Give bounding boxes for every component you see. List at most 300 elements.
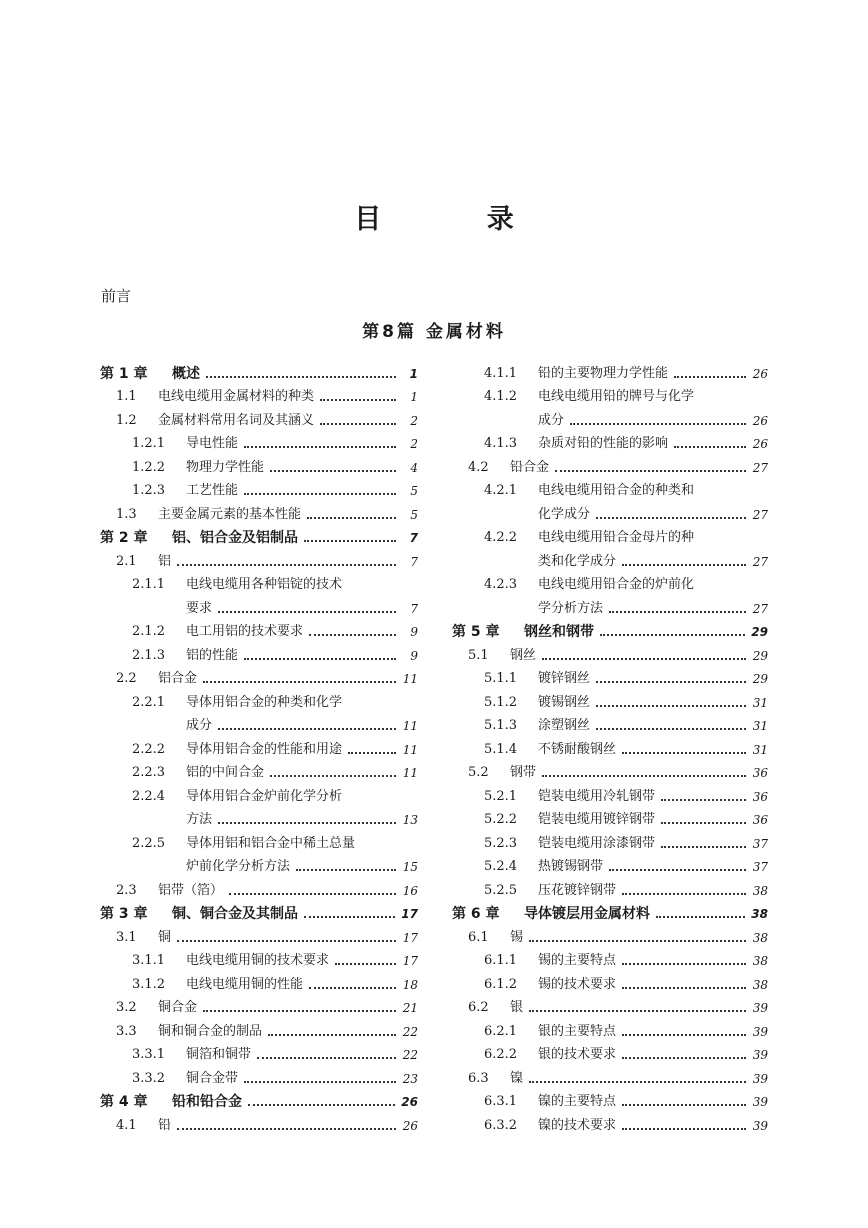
toc-entry[interactable]: [100, 805, 418, 829]
toc-entry-label: 压花镀锌钢带: [538, 882, 617, 898]
toc-dot-leader: [244, 493, 396, 495]
toc-page-number: 26: [401, 1095, 418, 1109]
toc-dot-leader: [622, 893, 746, 895]
toc-dot-leader: [661, 822, 746, 824]
toc-entry-number: 5.2.2: [484, 812, 518, 827]
toc-entry-label: 导体用铝合金的性能和用途: [186, 741, 343, 757]
toc-entry[interactable]: [100, 617, 418, 641]
toc-page-number: 13: [402, 813, 418, 827]
toc-page-number: 17: [401, 907, 418, 921]
toc-dot-leader: [622, 1128, 746, 1130]
toc-entry-label: 电工用铝的技术要求: [186, 624, 304, 639]
toc-entry-number: 5.2.1: [484, 788, 518, 804]
toc-dot-leader: [609, 869, 746, 871]
toc-entry[interactable]: [100, 523, 418, 547]
toc-entry-label: 铜合金带: [186, 1070, 239, 1086]
toc-entry[interactable]: [100, 828, 418, 852]
toc-page-number: 38: [752, 954, 768, 968]
toc-page-number: 27: [752, 460, 768, 475]
toc-dot-leader: [600, 634, 745, 636]
toc-entry[interactable]: [452, 687, 768, 711]
toc-dot-leader: [203, 681, 396, 683]
toc-entry[interactable]: [452, 711, 768, 735]
toc-dot-leader: [674, 376, 746, 378]
toc-entry[interactable]: [100, 758, 418, 782]
toc-entry-label: 不锈耐酸钢丝: [538, 741, 617, 757]
toc-dot-leader: [555, 470, 746, 472]
toc-entry-number: 4.1.2: [484, 389, 518, 404]
toc-entry[interactable]: [452, 993, 768, 1017]
toc-entry[interactable]: [452, 640, 768, 664]
toc-entry-label: 导体用铝合金炉前化学分析: [186, 788, 343, 804]
toc-page-number: 31: [752, 742, 768, 757]
toc-dot-leader: [218, 611, 396, 613]
toc-page-number: 1: [410, 390, 418, 404]
toc-entry[interactable]: [452, 405, 768, 429]
toc-page-number: 39: [752, 1024, 768, 1039]
toc-entry-number: 2.1.1: [132, 577, 166, 592]
toc-page-number: 29: [752, 648, 768, 663]
toc-entry-number: 3.3: [116, 1023, 137, 1039]
toc-entry-number: 2.2.3: [132, 765, 166, 780]
toc-entry-label: 化学成分: [538, 506, 591, 522]
toc-dot-leader: [229, 893, 396, 895]
toc-entry-number: 6.3.1: [484, 1094, 518, 1109]
toc-entry-number: 6.1.2: [484, 976, 518, 992]
toc-entry-number: 第 5 章: [452, 624, 500, 640]
toc-entry[interactable]: [100, 452, 418, 476]
toc-entry[interactable]: [452, 452, 768, 476]
toc-entry-number: 6.2.1: [484, 1023, 518, 1039]
toc-page-number: 18: [402, 977, 418, 992]
toc-entry-number: 3.1.1: [132, 953, 166, 968]
toc-dot-leader: [335, 963, 396, 965]
toc-page-number: 9: [410, 648, 418, 663]
toc-dot-leader: [529, 940, 746, 942]
toc-entry[interactable]: [452, 852, 768, 876]
toc-entry-number: 6.2: [468, 1000, 489, 1015]
toc-dot-leader: [661, 799, 746, 801]
toc-dot-leader: [257, 1057, 396, 1059]
toc-page-number: 29: [751, 625, 768, 639]
toc-entry-label: 导体镀层用金属材料: [524, 906, 650, 922]
toc-dot-leader: [596, 517, 746, 519]
toc-entry-number: 5.1.4: [484, 741, 518, 757]
toc-dot-leader: [206, 376, 396, 378]
toc-entry[interactable]: [100, 1016, 418, 1040]
toc-entry-number: 3.1: [116, 929, 137, 945]
toc-entry[interactable]: [452, 1087, 768, 1111]
toc-entry-number: 4.2: [468, 459, 489, 475]
toc-page-number: 1: [409, 366, 418, 381]
toc-entry-number: 第 6 章: [452, 906, 500, 922]
toc-entry-label: 铅合金: [510, 459, 550, 475]
toc-entry-label: 铝的中间合金: [186, 765, 265, 780]
toc-entry[interactable]: [100, 593, 418, 617]
toc-entry-number: 5.1.2: [484, 694, 518, 710]
toc-page-number: 31: [752, 719, 768, 733]
toc-page-number: 11: [402, 742, 418, 757]
toc-entry-label: 物理力学性能: [186, 459, 265, 475]
toc-page-number: 39: [752, 1095, 768, 1109]
toc-entry-label: 锡: [510, 929, 524, 945]
toc-entry[interactable]: [452, 734, 768, 758]
toc-dot-leader: [244, 658, 396, 660]
toc-right-column: [452, 358, 768, 1134]
toc-entry[interactable]: [452, 570, 768, 594]
toc-page-number: 17: [402, 954, 418, 968]
toc-entry[interactable]: [452, 617, 768, 641]
toc-entry-number: 5.1: [468, 647, 489, 663]
toc-page-number: 26: [752, 413, 768, 428]
toc-page-number: 36: [752, 766, 768, 780]
toc-entry-number: 4.2.2: [484, 530, 518, 545]
toc-entry-label: 电线电缆用金属材料的种类: [158, 389, 315, 404]
toc-entry[interactable]: [100, 899, 418, 923]
toc-entry[interactable]: [452, 664, 768, 688]
toc-entry-label: 类和化学成分: [538, 553, 617, 569]
toc-entry[interactable]: [100, 922, 418, 946]
toc-entry[interactable]: [100, 405, 418, 429]
toc-page-number: 7: [409, 531, 418, 545]
toc-entry[interactable]: [100, 852, 418, 876]
toc-entry-label: 铅: [158, 1117, 172, 1133]
toc-entry-label: 热镀锡钢带: [538, 859, 604, 874]
toc-entry[interactable]: [452, 1110, 768, 1134]
toc-dot-leader: [622, 564, 746, 566]
toc-page-number: 5: [410, 484, 418, 498]
toc-entry-number: 1.2.2: [132, 459, 166, 475]
toc-entry-label: 铝、铝合金及铝制品: [172, 530, 298, 546]
toc-entry-number: 2.2.2: [132, 741, 166, 757]
toc-dot-leader: [268, 1034, 396, 1036]
toc-page-number: 23: [402, 1071, 418, 1086]
toc-entry-label: 电线电缆用铅合金的种类和: [538, 483, 695, 498]
toc-dot-leader: [622, 1104, 746, 1106]
part-title: 第8篇 金属材料: [362, 322, 506, 342]
toc-left-column: [100, 358, 418, 1134]
toc-entry[interactable]: [452, 781, 768, 805]
toc-page-number: 38: [752, 977, 768, 992]
toc-dot-leader: [218, 728, 396, 730]
toc-entry[interactable]: [452, 476, 768, 500]
toc-entry-number: 6.1: [468, 929, 489, 945]
toc-entry-number: 2.2: [116, 671, 137, 686]
toc-entry-label: 铜合金: [158, 1000, 198, 1015]
toc-page-number: 36: [752, 789, 768, 804]
toc-entry[interactable]: [100, 969, 418, 993]
toc-page-number: 37: [752, 860, 768, 874]
toc-entry[interactable]: [452, 899, 768, 923]
toc-entry[interactable]: [100, 1110, 418, 1134]
toc-entry-number: 2.2.1: [132, 694, 166, 710]
toc-entry-label: 成分: [186, 718, 213, 733]
toc-entry-label: 铜和铜合金的制品: [158, 1023, 263, 1039]
toc-entry-label: 钢丝: [510, 647, 537, 663]
toc-dot-leader: [307, 517, 396, 519]
toc-page-number: 2: [410, 437, 418, 451]
toc-entry-number: 3.3.1: [132, 1047, 166, 1062]
toc-entry-number: 5.2.5: [484, 882, 518, 898]
toc-dot-leader: [320, 423, 396, 425]
toc-entry-label: 银: [510, 1000, 524, 1015]
toc-page-number: 29: [752, 672, 768, 686]
toc-page-number: 11: [402, 672, 418, 686]
toc-page-number: 9: [410, 625, 418, 639]
toc-entry[interactable]: [100, 1063, 418, 1087]
toc-entry-label: 铜、铜合金及其制品: [172, 906, 298, 922]
toc-entry-label: 铝带（箔）: [158, 882, 224, 898]
toc-page-number: 7: [410, 601, 418, 616]
toc-dot-leader: [596, 705, 746, 707]
toc-dot-leader: [177, 564, 396, 566]
toc-entry-label: 铅的主要物理力学性能: [538, 365, 669, 381]
toc-entry-label: 锡的技术要求: [538, 976, 617, 992]
toc-entry-label: 镍的技术要求: [538, 1117, 617, 1133]
toc-page-number: 11: [402, 766, 418, 780]
toc-entry-number: 3.2: [116, 1000, 137, 1015]
toc-page-number: 38: [752, 883, 768, 898]
toc-dot-leader: [177, 1128, 396, 1130]
toc-page-number: 5: [410, 507, 418, 522]
toc-dot-leader: [309, 987, 396, 989]
toc-entry[interactable]: [452, 523, 768, 547]
toc-entry-number: 1.2.3: [132, 483, 166, 498]
toc-dot-leader: [596, 681, 746, 683]
toc-dot-leader: [622, 1034, 746, 1036]
toc-entry-number: 6.2.2: [484, 1047, 518, 1062]
toc-entry-number: 第 1 章: [100, 365, 148, 382]
toc-dot-leader: [270, 775, 396, 777]
toc-entry-label: 镀锡钢丝: [538, 694, 591, 710]
toc-entry[interactable]: [452, 593, 768, 617]
toc-page-number: 39: [752, 1001, 768, 1015]
toc-entry[interactable]: [100, 664, 418, 688]
toc-entry-number: 5.1.1: [484, 671, 518, 686]
toc-entry[interactable]: [100, 382, 418, 406]
toc-entry-number: 1.3: [116, 506, 137, 522]
toc-entry[interactable]: [452, 429, 768, 453]
preface-link[interactable]: 前言: [101, 287, 132, 305]
toc-entry-number: 2.3: [116, 882, 137, 898]
toc-page-number: 38: [752, 930, 768, 945]
toc-dot-leader: [218, 822, 396, 824]
toc-entry-label: 杂质对铅的性能的影响: [538, 436, 669, 451]
toc-dot-leader: [609, 611, 746, 613]
toc-entry[interactable]: [100, 570, 418, 594]
toc-entry-number: 2.1.3: [132, 647, 166, 663]
toc-entry-number: 2.2.4: [132, 788, 166, 804]
toc-dot-leader: [622, 963, 746, 965]
toc-entry[interactable]: [452, 828, 768, 852]
toc-dot-leader: [248, 1104, 395, 1106]
toc-entry[interactable]: [452, 499, 768, 523]
toc-dot-leader: [348, 752, 396, 754]
toc-entry-label: 电线电缆用铜的技术要求: [186, 953, 330, 968]
toc-page-number: 37: [752, 836, 768, 851]
toc-entry[interactable]: [452, 382, 768, 406]
toc-entry-label: 电线电缆用铜的性能: [186, 976, 304, 992]
toc-entry[interactable]: [100, 1040, 418, 1064]
toc-entry-label: 铝: [158, 553, 172, 569]
toc-entry-label: 镀锌钢丝: [538, 671, 591, 686]
toc-page-number: 17: [402, 930, 418, 945]
toc-page-number: 27: [752, 601, 768, 616]
toc-dot-leader: [309, 634, 396, 636]
toc-entry-label: 铜箔和铜带: [186, 1047, 252, 1062]
toc-entry-label: 铜: [158, 929, 172, 945]
toc-entry-number: 4.1: [116, 1117, 137, 1133]
toc-entry[interactable]: [452, 358, 768, 382]
toc-entry-label: 导电性能: [186, 436, 239, 451]
toc-entry-label: 概述: [172, 365, 200, 382]
toc-entry-label: 铠装电缆用冷轧钢带: [538, 788, 656, 804]
toc-entry-label: 钢丝和钢带: [524, 624, 594, 640]
toc-entry-label: 铠装电缆用涂漆钢带: [538, 835, 656, 851]
toc-entry[interactable]: [100, 499, 418, 523]
toc-entry-label: 电线电缆用铅的牌号与化学: [538, 389, 695, 404]
toc-entry-number: 1.2.1: [132, 436, 166, 451]
toc-page-number: 27: [752, 554, 768, 569]
toc-entry-number: 5.2: [468, 765, 489, 780]
toc-entry[interactable]: [100, 711, 418, 735]
toc-entry[interactable]: [452, 875, 768, 899]
toc-entry-label: 银的技术要求: [538, 1047, 617, 1062]
toc-page-number: 38: [751, 907, 768, 921]
toc-entry-label: 方法: [186, 812, 213, 827]
toc-entry[interactable]: [100, 358, 418, 382]
toc-entry-label: 锡的主要特点: [538, 953, 617, 968]
toc-entry-label: 铝合金: [158, 671, 198, 686]
toc-dot-leader: [656, 916, 745, 918]
toc-entry[interactable]: [100, 875, 418, 899]
toc-entry[interactable]: [100, 1087, 418, 1111]
toc-entry-number: 第 2 章: [100, 530, 148, 546]
toc-entry[interactable]: [100, 946, 418, 970]
toc-entry-number: 5.1.3: [484, 718, 518, 733]
toc-entry-number: 4.2.3: [484, 577, 518, 592]
toc-dot-leader: [596, 728, 746, 730]
toc-entry-label: 铅和铅合金: [172, 1094, 242, 1110]
toc-dot-leader: [542, 658, 746, 660]
toc-dot-leader: [244, 446, 396, 448]
toc-dot-leader: [529, 1010, 746, 1012]
toc-dot-leader: [661, 846, 746, 848]
toc-entry-label: 导体用铝和铝合金中稀土总量: [186, 835, 356, 851]
toc-entry-label: 电线电缆用铅合金的炉前化: [538, 577, 695, 592]
toc-page-number: 21: [402, 1001, 418, 1015]
toc-entry[interactable]: [100, 734, 418, 758]
toc-page-number: 26: [752, 366, 768, 381]
toc-entry-number: 第 4 章: [100, 1094, 148, 1110]
toc-entry-label: 银的主要特点: [538, 1023, 617, 1039]
toc-page-number: 39: [752, 1071, 768, 1086]
toc-page-number: 15: [402, 860, 418, 874]
toc-page-number: 11: [402, 719, 418, 733]
toc-entry[interactable]: [100, 781, 418, 805]
toc-dot-leader: [674, 446, 746, 448]
toc-page-number: 36: [752, 813, 768, 827]
toc-page-number: 2: [410, 413, 418, 428]
toc-entry-label: 导体用铝合金的种类和化学: [186, 694, 343, 710]
toc-entry[interactable]: [452, 969, 768, 993]
toc-dot-leader: [296, 869, 396, 871]
toc-entry[interactable]: [100, 546, 418, 570]
toc-entry[interactable]: [452, 758, 768, 782]
toc-entry[interactable]: [452, 1040, 768, 1064]
toc-entry[interactable]: [100, 640, 418, 664]
toc-entry[interactable]: [452, 922, 768, 946]
toc-entry-number: 2.1: [116, 553, 137, 569]
toc-entry-label: 铠装电缆用镀锌钢带: [538, 812, 656, 827]
toc-page-number: 22: [402, 1024, 418, 1039]
toc-page-number: 7: [410, 554, 418, 569]
toc-page-number: 39: [752, 1118, 768, 1133]
toc-entry-label: 涂塑钢丝: [538, 718, 591, 733]
toc-entry[interactable]: [100, 687, 418, 711]
toc-page-number: 31: [752, 695, 768, 710]
toc-entry-number: 5.2.3: [484, 835, 518, 851]
toc-page-number: 26: [402, 1118, 418, 1133]
toc-dot-leader: [622, 752, 746, 754]
toc-dot-leader: [570, 423, 746, 425]
toc-dot-leader: [529, 1081, 746, 1083]
toc-entry[interactable]: [452, 1063, 768, 1087]
toc-entry-number: 6.3: [468, 1070, 489, 1086]
toc-entry-label: 成分: [538, 412, 565, 428]
toc-page-number: 26: [752, 437, 768, 451]
toc-page-number: 4: [410, 460, 418, 475]
toc-entry-label: 学分析方法: [538, 600, 604, 616]
toc-entry[interactable]: [452, 546, 768, 570]
toc-entry-label: 电线电缆用各种铝锭的技术: [186, 577, 343, 592]
toc-page-number: 16: [402, 883, 418, 898]
toc-page-number: 39: [752, 1048, 768, 1062]
toc-entry-number: 4.1.1: [484, 365, 518, 381]
toc-dot-leader: [542, 775, 746, 777]
toc-entry-number: 3.1.2: [132, 976, 166, 992]
toc-entry-label: 工艺性能: [186, 483, 239, 498]
toc-dot-leader: [304, 540, 396, 542]
toc-entry-number: 4.2.1: [484, 483, 518, 498]
toc-entry[interactable]: [452, 1016, 768, 1040]
toc-dot-leader: [203, 1010, 396, 1012]
toc-entry-number: 2.2.5: [132, 835, 166, 851]
toc-dot-leader: [244, 1081, 396, 1083]
toc-entry-number: 1.1: [116, 389, 137, 404]
toc-entry[interactable]: [452, 805, 768, 829]
toc-entry-label: 要求: [186, 600, 213, 616]
toc-entry[interactable]: [452, 946, 768, 970]
toc-dot-leader: [177, 940, 396, 942]
toc-entry-number: 3.3.2: [132, 1070, 166, 1086]
toc-entry[interactable]: [100, 993, 418, 1017]
toc-page-number: 27: [752, 507, 768, 522]
toc-entry[interactable]: [100, 429, 418, 453]
toc-entry-label: 钢带: [510, 765, 537, 780]
toc-entry-label: 镍的主要特点: [538, 1094, 617, 1109]
toc-entry-number: 6.1.1: [484, 953, 518, 968]
toc-entry-number: 6.3.2: [484, 1117, 518, 1133]
toc-entry-number: 1.2: [116, 412, 137, 428]
toc-entry-number: 2.1.2: [132, 624, 166, 639]
toc-entry-label: 电线电缆用铅合金母片的种: [538, 530, 695, 545]
toc-entry-number: 4.1.3: [484, 436, 518, 451]
toc-entry[interactable]: [100, 476, 418, 500]
page-title: 目 录: [354, 204, 562, 235]
toc-dot-leader: [320, 399, 396, 401]
toc-entry-number: 第 3 章: [100, 906, 148, 922]
